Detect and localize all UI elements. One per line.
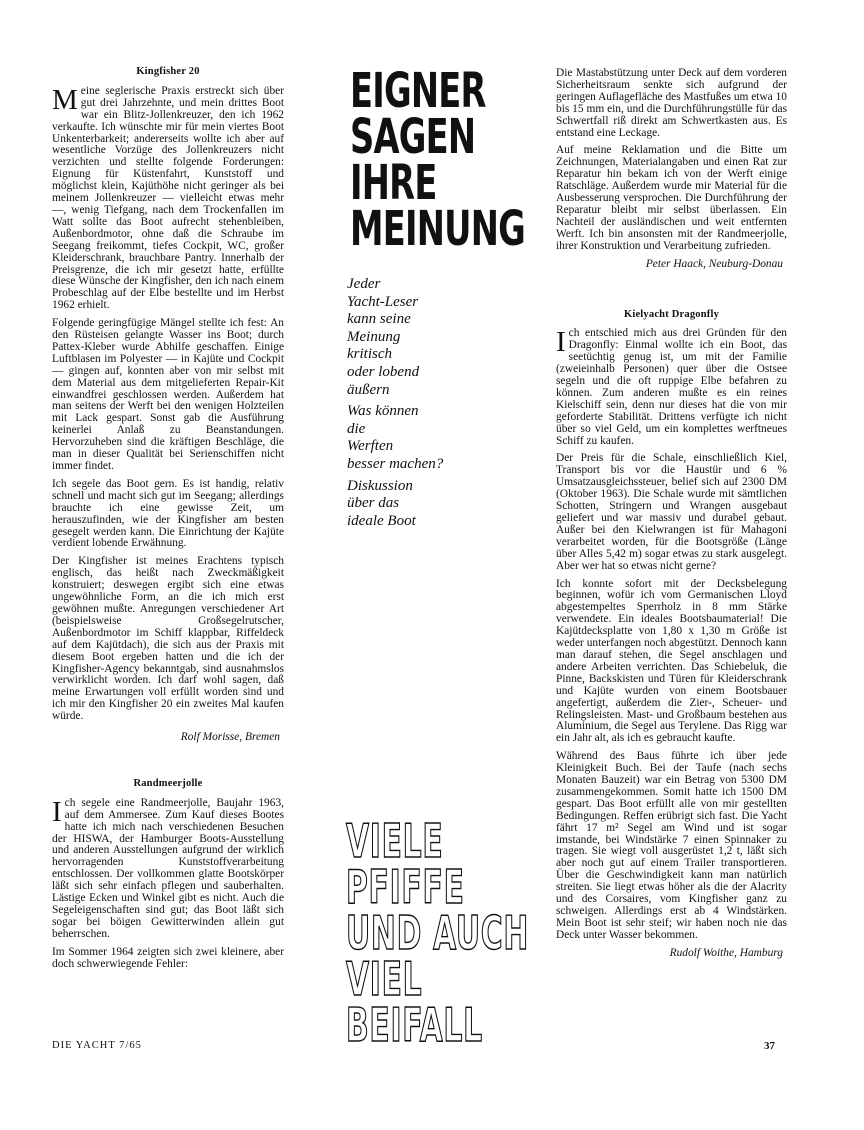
outline-line: VIELE — [346, 814, 444, 868]
section-title-dragonfly: Kielyacht Dragonfly — [623, 308, 720, 320]
left-column — [52, 66, 284, 977]
paragraph — [556, 328, 787, 447]
intro-line: äußern — [347, 381, 390, 398]
paragraph: Der Kingfisher ist meines Erachtens typisch englisch, das heißt nach Zweckmäßigkeit konstruiert; deswegen ergibt sich eine etwas ungewöhnliche Form, an die ich mich erst gewöhnen mußte. Anregungen verschiedener Art (beispielsweise Großsegelrutscher, Außenbordmotor im Schiff klappbar, Riffeldeck auf dem Kajütdach), die sich aus der Praxis mit diesem Boot ergeben hatten und die ich der Kingfisher-Agency bekanntgab, sind ausnahmslos verwirklicht worden. Ich darf wohl sagen, daß meine Erwartungen voll erfüllt worden sind und ich mir den Kingfisher 20 ein zweites Mal kaufen würde. — [52, 555, 284, 723]
paragraph: Auf meine Reklamation und die Bitte um Zeichnungen, Materialangaben und einen Rat zur Reparatur hin bekam ich von der Werft einige Ratschläge. Außerdem wurde mir Material für die Ausbesserung versprochen. Die Durchführung der Reparatur bleibt mir selbst überlassen. Ein Nachteil der ausländischen und weit entfernten Werft. Ich bin ansonsten mit der Randmeerjolle, ihrer Konstruktion und Verarbeitung zufrieden. — [556, 144, 787, 252]
headline-line: MEINUNG — [350, 201, 525, 257]
intro-line: kann seine — [347, 311, 411, 328]
outline-line: UND AUCH — [346, 906, 530, 960]
intro-line: Jeder — [347, 276, 381, 292]
drop-cap: I — [556, 326, 566, 359]
drop-cap: M — [52, 83, 78, 116]
paragraph: Ich segele das Boot gern. Es ist handig, relativ schnell und macht sich gut im Seegang; allerdings brauchte ich eine gewisse Zeit, um herauszufinden, wie der Kingfisher am besten gesegelt werden kann. Die Einrichtung der Kajüte verdient lobende Erwähnung. — [52, 477, 284, 550]
paragraph: Der Preis für die Schale, einschließlich Kiel, Transport bis vor die Haustür und 6 % Umsatzausgleichssteuer, belief sich auf 2300 DM (Oktober 1963). Die Schale wurde mit sämtlichen Schotten, Stringern und Wrangen ausgebaut geliefert und war massiv und durabel gebaut. Außer bei den Kielwrangen ist für Mahagoni verarbeitet worden, für die Bootsgröße (Länge über Alles 5,42 m) sogar etwas zu stark ausgelegt. Aber wer hat so etwas nicht gerne? — [556, 452, 787, 572]
author-signature: Rudolf Woithe, Hamburg — [669, 946, 783, 959]
paragraph: Ich konnte sofort mit der Decksbelegung beginnen, wofür ich vom Germanischen Lloyd abgestempeltes Sperrholz in 8 mm Stärke verwendete. Ein ideales Bootsbaumaterial! Die Kajütdecksplatte von 1,80 x 1,30 m Größe ist weder unterfangen noch abgestützt. Dennoch kann man darauf stehen, die Segel anschlagen und andere Arbeiten verrichten. Das Schiebeluk, die Pinne, Backskisten und Türen für Kleiderschrank und Kajüte wurden von einem Bootsbauer angefertigt, außerdem die Zier-, Scheuer- und Relingsleisten. Mast- und Großbaum bestehen aus Aluminium, die Segel aus Terylene. Das Rigg war ein Jahr alt, als ich es gebraucht kaufte. — [556, 577, 787, 745]
headline — [350, 63, 525, 257]
section-title-kingfisher: Kingfisher 20 — [136, 66, 200, 77]
intro-line: Was können — [347, 403, 419, 420]
intro-line: über das — [347, 495, 400, 512]
paragraph: Während des Baus führte ich über jede Kleinigkeit Buch. Bei der Taufe (nach sechs Monaten Bauzeit) war ein Betrag von 5300 DM zusammengekommen. Somit hatte ich 1500 DM gespart. Das Boot erfüllt alle von mir gestellten Bedingungen. Reffen erübrigt sich fast. Die Yacht fährt 17 m² Segel am Wind und ist sogar imstande, bei Windstärke 7 einen Spinnaker zu tragen. Sie wiegt voll ausgerüstet 1,2 t, läßt sich aber noch gut auf einem Trailer transportieren. Über die Geschwindigkeit kann man natürlich streiten. Sie liegt etwas höher als die der Alacrity und des Corsaires, vom Kingfisher ganz zu schweigen. Allerdings erst ab 4 Windstärken. Mein Boot ist sehr steif; wir haben noch nie das Deck unter Wasser bekommen. — [556, 750, 787, 941]
paragraph — [52, 83, 284, 312]
intro-line: Meinung — [347, 328, 401, 345]
paragraph — [52, 795, 284, 941]
outline-line: BEIFALL — [346, 998, 483, 1052]
outline-line: VIEL — [346, 952, 423, 1006]
author-signature: Peter Haack, Neuburg-Donau — [645, 257, 783, 270]
outline-headline — [346, 814, 530, 1052]
outline-line: PFIFFE — [346, 860, 465, 914]
intro-line: Yacht-Leser — [347, 293, 419, 310]
paragraph: Folgende geringfügige Mängel stellte ich fest: An den Rüsteisen gelangte Wasser ins Boot; durch Pattex-Kleber wurde Abhilfe geschaffen. Einige Luftblasen im Polyester — in Kajüte und Cockpit — gingen auf, konnten aber von mir selbst mit dem Material aus dem mitgelieferten Repair-Kit einwandfrei geschlossen werden. Außerdem hat man seitens der Werft bei den wenigen Holzteilen mit Lack gespart. Sonst gab die Ausführung keinerlei Anlaß zu Beanstandungen. Hervorzuheben sind die kräftigen Beschläge, die man in dieser Qualität bei Serienschiffen nicht immer findet. — [52, 317, 284, 472]
intro-line: oder lobend — [347, 363, 420, 380]
intro-line: ideale Boot — [347, 512, 416, 529]
journal-footer: DIE YACHT 7/65 — [52, 1040, 142, 1051]
intro-line: die — [347, 420, 366, 437]
drop-cap: I — [52, 795, 62, 828]
page-number: 37 — [764, 1040, 775, 1052]
intro-line: Werften — [347, 438, 394, 455]
section-title-randmeerjolle: Randmeerjolle — [133, 777, 203, 789]
intro-text — [347, 276, 443, 534]
author-signature: Rolf Morisse, Bremen — [180, 731, 280, 744]
intro-line: kritisch — [347, 346, 392, 363]
paragraph-text: eine seglerische Praxis erstreckt sich über gut drei Jahrzehnte, und mein drittes Boot war ein Blitz-Jollenkreuzer, den ich 1962 verkaufte. Ich wünschte mir für mein viertes Boot Unkenterbarkeit; andererseits wollte ich aber auf wesentliche Vorzüge des Jollenkreuzers nicht verzichten und stellte folgende Forderungen: Eignung für Küstenfahrt, Kunststoff und möglichst klein, Kajüthöhe nicht geringer als bei meinem Jollenkreuzer — vielleicht etwas mehr —, wenig Tiefgang, nach dem Trockenfallen im Watt sollte das Boot aufrecht stehenbleiben, Außenbordmotor, ohne daß die Schraube im Seegang freikommt, tiefes Cockpit, WC, großer Kleiderschrank, brauchbare Pantry. Innerhalb der Preisgrenze, die ich mir gesetzt hatte, erfüllte diese Wünsche der Kingfisher, den ich nach einem Probeschlag auf der Elbe bestellte und im Herbst 1962 erhielt. — [52, 84, 284, 312]
headline-line: IHRE — [350, 155, 437, 211]
paragraph: Im Sommer 1964 zeigten sich zwei kleinere, aber doch schwerwiegende Fehler: — [52, 945, 284, 970]
headline-line: EIGNER — [350, 63, 486, 119]
paragraph-text: ch entschied mich aus drei Gründen für den Dragonfly: Einmal wollte ich ein Boot, das seetüchtig genug ist, um mit der Familie (zweieinhalb Personen) quer über die Ostsee segeln und die oft ruppige Elbe befahren zu können. Zum anderen mußte es ein reines Kielschiff sein, denn nur dieses hat die von mir geforderte Stabilität. Drittens verfügte ich nicht über so viel Geld, um ein komplettes werftneues Schiff zu kaufen. — [556, 327, 787, 447]
headline-line: SAGEN — [350, 109, 476, 165]
right-column — [556, 68, 787, 960]
paragraph: Die Mastabstützung unter Deck auf dem vorderen Sicherheitsraum senkte sich aufgrund der geringen Auflagefläche des Mastfußes um etwa 10 bis 15 mm ein, und die Durchführungstülle für das Schwertfall riß direkt am Schwertkasten aus. Es entstand eine Leckage. — [556, 67, 787, 139]
intro-line: Diskussion — [347, 477, 413, 494]
intro-line: besser machen? — [347, 455, 444, 472]
paragraph-text: ch segele eine Randmeerjolle, Baujahr 1963, auf dem Ammersee. Zum Kauf dieses Bootes hatte ich mich nach verschiedenen Besuchen der HISWA, der Hamburger Boots-Ausstellung und anderen Ausstellungen aufgrund der wirklich hervorragenden Kunststoffverarbeitung entschlossen. Der vollkommen glatte Bootskörper läßt sich sehr einfach pflegen und sauberhalten. Lästige Ecken und Winkel gibt es nicht. Auch die Segeleigenschaften sind gut; das Boot läßt sich sogar bei böigen Gewitterwinden allein gut beherrschen. — [52, 796, 284, 940]
